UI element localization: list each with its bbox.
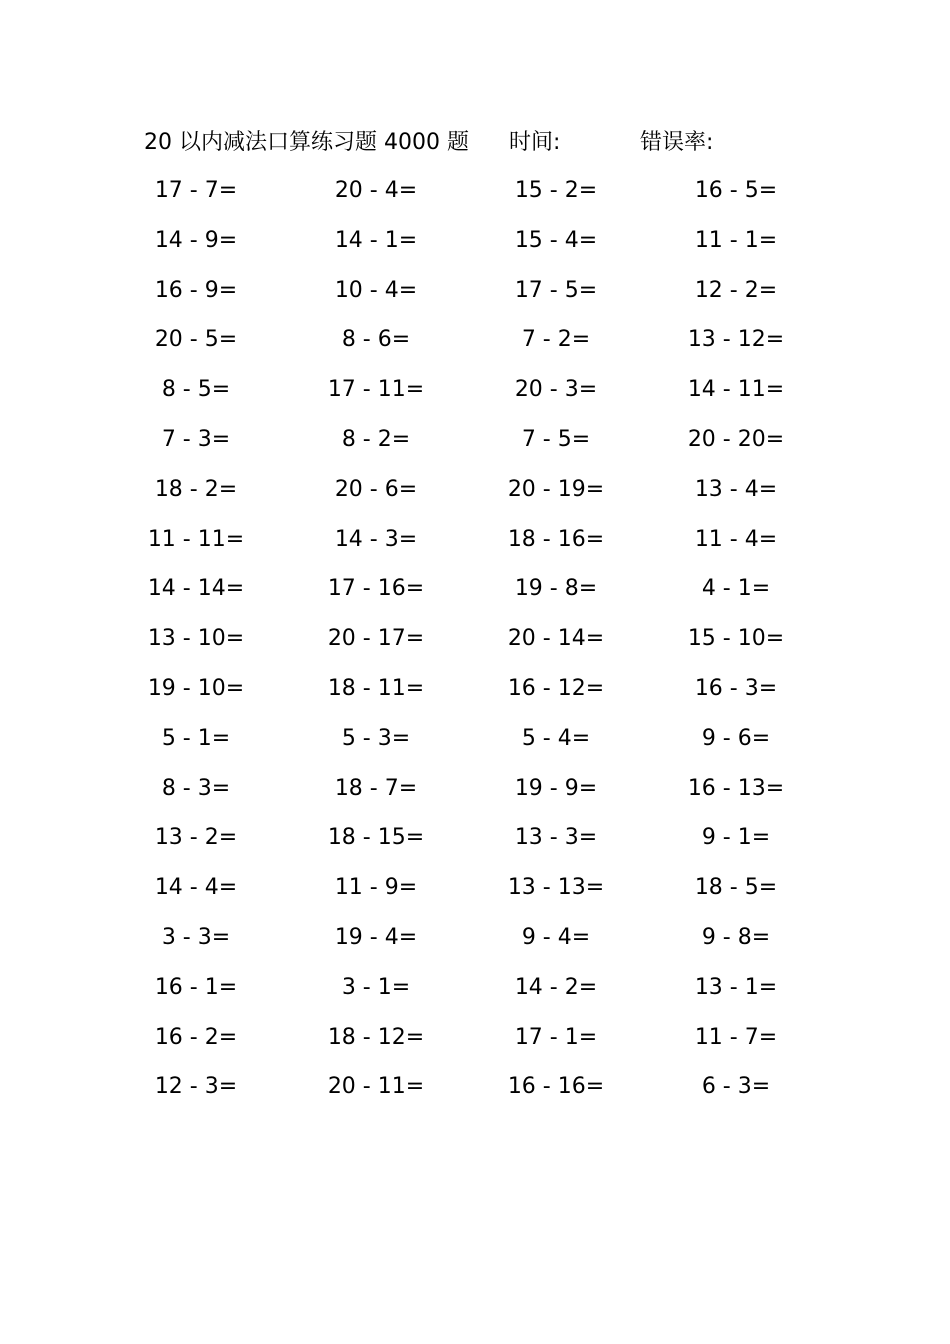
time-label: 时间: [509, 130, 561, 155]
problem-cell: 20 - 11= [327, 1074, 425, 1099]
problem-cell: 9 - 8= [701, 925, 771, 950]
problem-cell: 3 - 3= [161, 925, 231, 950]
problem-row [0, 274, 950, 314]
problem-cell: 16 - 1= [154, 975, 238, 1000]
problem-cell: 8 - 2= [341, 427, 411, 452]
problem-cell: 16 - 2= [154, 1025, 238, 1050]
problem-cell: 16 - 3= [694, 676, 778, 701]
problem-cell: 20 - 3= [514, 377, 598, 402]
error-rate-label: 错误率: [640, 130, 714, 155]
problem-cell: 17 - 1= [514, 1025, 598, 1050]
problem-row [0, 523, 950, 563]
problem-cell: 9 - 6= [701, 726, 771, 751]
problem-cell: 15 - 10= [687, 626, 785, 651]
problem-cell: 16 - 9= [154, 278, 238, 303]
problem-cell: 3 - 1= [341, 975, 411, 1000]
problem-cell: 18 - 7= [334, 776, 418, 801]
problem-cell: 8 - 5= [161, 377, 231, 402]
problem-cell: 7 - 2= [521, 327, 591, 352]
problem-cell: 11 - 1= [694, 228, 778, 253]
problem-cell: 4 - 1= [701, 576, 771, 601]
problem-cell: 20 - 20= [687, 427, 785, 452]
problem-cell: 14 - 1= [334, 228, 418, 253]
problem-row [0, 722, 950, 762]
problem-row [0, 323, 950, 363]
problem-cell: 14 - 4= [154, 875, 238, 900]
problem-row [0, 423, 950, 463]
problem-row [0, 871, 950, 911]
problem-cell: 13 - 2= [154, 825, 238, 850]
problem-row [0, 1070, 950, 1110]
problem-row [0, 1021, 950, 1061]
problem-cell: 18 - 15= [327, 825, 425, 850]
problem-row [0, 622, 950, 662]
problem-cell: 5 - 1= [161, 726, 231, 751]
problem-cell: 13 - 12= [687, 327, 785, 352]
problem-row [0, 224, 950, 264]
problem-cell: 20 - 6= [334, 477, 418, 502]
problem-cell: 9 - 1= [701, 825, 771, 850]
problem-cell: 17 - 11= [327, 377, 425, 402]
problem-cell: 20 - 17= [327, 626, 425, 651]
problem-cell: 19 - 4= [334, 925, 418, 950]
problem-cell: 18 - 2= [154, 477, 238, 502]
problem-row [0, 821, 950, 861]
problem-cell: 11 - 11= [147, 527, 245, 552]
problem-cell: 19 - 10= [147, 676, 245, 701]
problem-cell: 18 - 16= [507, 527, 605, 552]
worksheet-title: 20 以内减法口算练习题 4000 题 [144, 130, 469, 155]
problem-cell: 20 - 19= [507, 477, 605, 502]
problem-row [0, 373, 950, 413]
problem-cell: 13 - 13= [507, 875, 605, 900]
problem-cell: 16 - 5= [694, 178, 778, 203]
problem-cell: 14 - 11= [687, 377, 785, 402]
problem-cell: 14 - 3= [334, 527, 418, 552]
problem-row [0, 174, 950, 214]
problem-cell: 13 - 4= [694, 477, 778, 502]
problem-cell: 17 - 5= [514, 278, 598, 303]
problem-cell: 12 - 2= [694, 278, 778, 303]
problem-cell: 18 - 5= [694, 875, 778, 900]
problem-cell: 15 - 2= [514, 178, 598, 203]
problem-cell: 7 - 3= [161, 427, 231, 452]
problem-cell: 20 - 4= [334, 178, 418, 203]
problem-cell: 8 - 6= [341, 327, 411, 352]
problem-cell: 20 - 14= [507, 626, 605, 651]
problem-cell: 5 - 4= [521, 726, 591, 751]
problem-cell: 11 - 9= [334, 875, 418, 900]
problem-cell: 10 - 4= [334, 278, 418, 303]
problem-cell: 16 - 13= [687, 776, 785, 801]
problem-cell: 17 - 16= [327, 576, 425, 601]
problem-cell: 5 - 3= [341, 726, 411, 751]
problem-cell: 16 - 12= [507, 676, 605, 701]
problem-cell: 14 - 2= [514, 975, 598, 1000]
problem-row [0, 473, 950, 513]
problem-cell: 15 - 4= [514, 228, 598, 253]
problem-cell: 16 - 16= [507, 1074, 605, 1099]
problem-cell: 9 - 4= [521, 925, 591, 950]
problem-cell: 18 - 11= [327, 676, 425, 701]
problem-cell: 8 - 3= [161, 776, 231, 801]
problem-cell: 14 - 9= [154, 228, 238, 253]
problem-cell: 7 - 5= [521, 427, 591, 452]
problem-cell: 20 - 5= [154, 327, 238, 352]
problem-row [0, 672, 950, 712]
problem-cell: 11 - 4= [694, 527, 778, 552]
problem-cell: 17 - 7= [154, 178, 238, 203]
problem-row [0, 971, 950, 1011]
problem-cell: 13 - 1= [694, 975, 778, 1000]
problem-cell: 11 - 7= [694, 1025, 778, 1050]
problem-row [0, 772, 950, 812]
problem-cell: 18 - 12= [327, 1025, 425, 1050]
problem-cell: 12 - 3= [154, 1074, 238, 1099]
problem-cell: 14 - 14= [147, 576, 245, 601]
problem-cell: 13 - 3= [514, 825, 598, 850]
problem-cell: 6 - 3= [701, 1074, 771, 1099]
problem-cell: 13 - 10= [147, 626, 245, 651]
problem-cell: 19 - 9= [514, 776, 598, 801]
problem-cell: 19 - 8= [514, 576, 598, 601]
problem-row [0, 921, 950, 961]
problem-row [0, 572, 950, 612]
